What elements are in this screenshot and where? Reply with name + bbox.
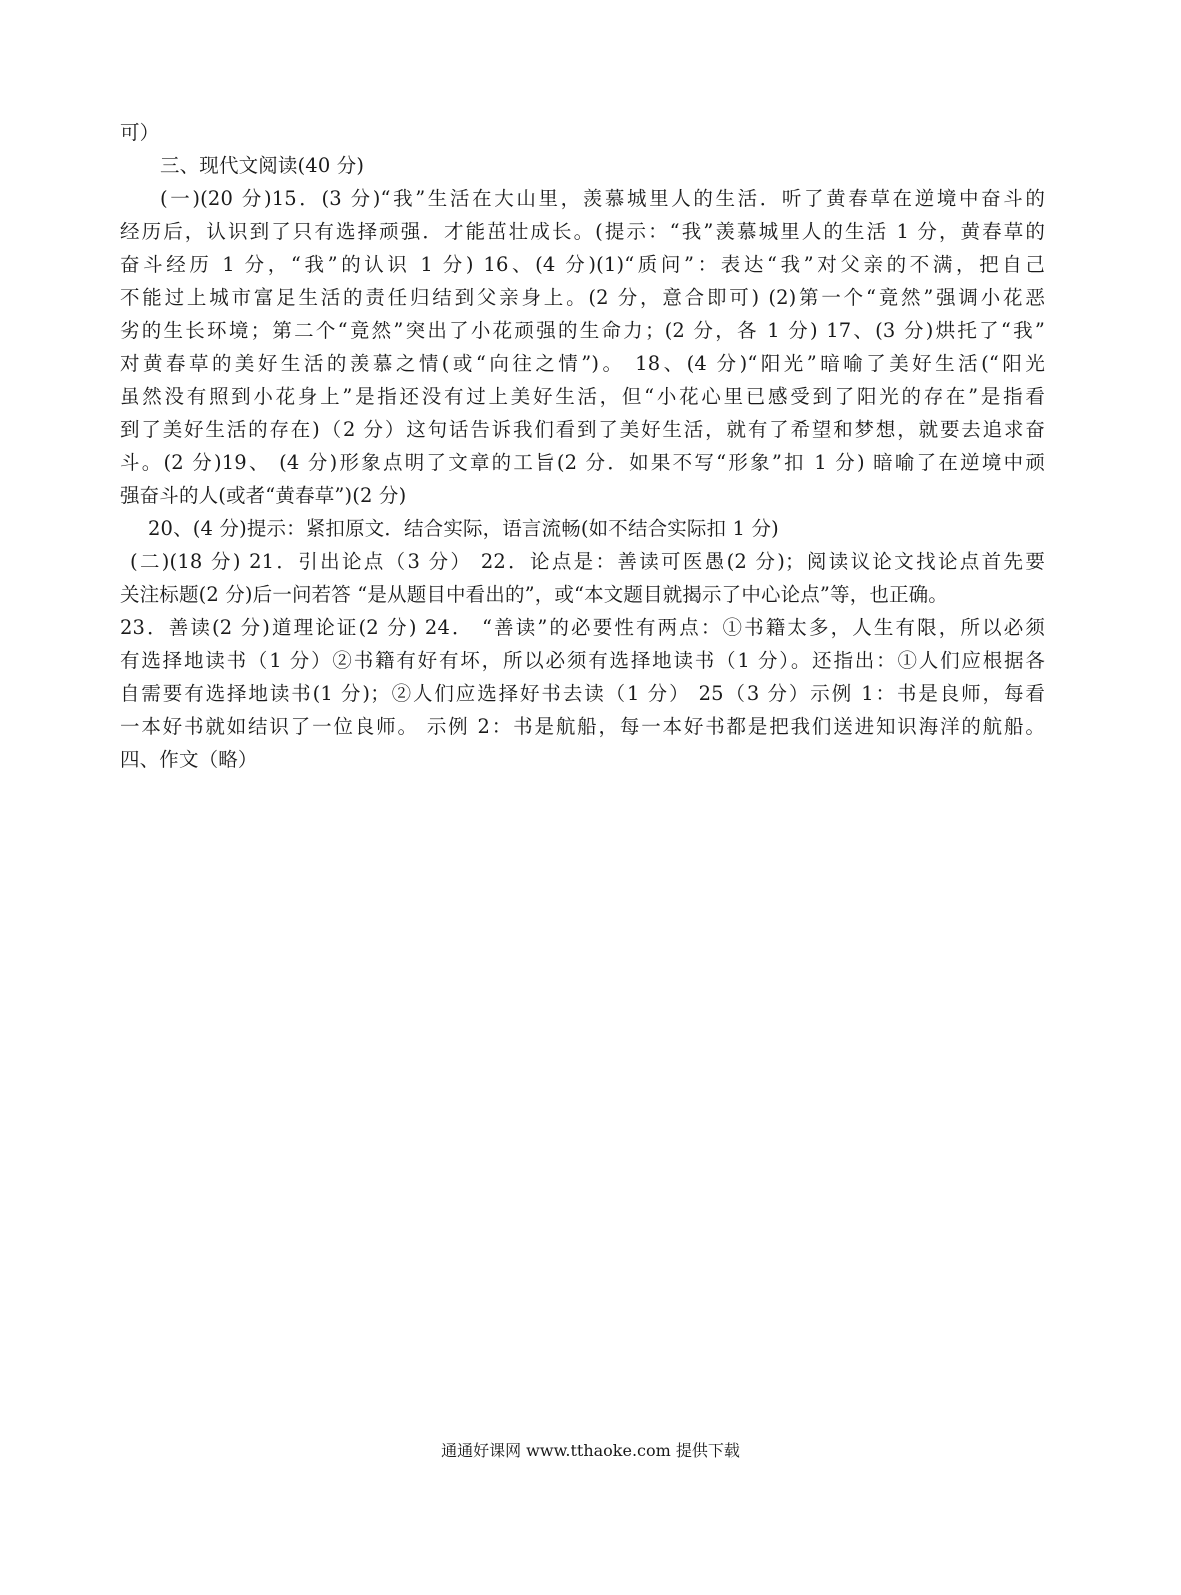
text-line: 到了美好生活的存在)（2 分）这句话告诉我们看到了美好生活，就有了希望和梦想，就要去追求奋 — [120, 418, 1045, 441]
section-heading: 三、现代文阅读(40 分) — [160, 154, 365, 177]
text-line: 虽然没有照到小花身上”是指还没有过上美好生活，但“小花心里已感受到了阳光的存在”是指看 — [120, 385, 1045, 408]
section-heading: 四、作文（略） — [120, 748, 258, 771]
text-line: 20、(4 分)提示：紧扣原文．结合实际，语言流畅(如不结合实际扣 1 分) — [148, 517, 779, 540]
text-line: 强奋斗的人(或者“黄春草”)(2 分) — [120, 484, 407, 507]
text-line: 可） — [120, 121, 160, 144]
text-line: (二)(18 分) 21．引出论点（3 分） 22．论点是：善读可医愚(2 分)；阅读议论文找论点首先要 — [130, 550, 1045, 573]
text-line: 关注标题(2 分)后一问若答 “是从题目中看出的”，或“本文题目就揭示了中心论点”等，也正确。 — [120, 583, 948, 606]
text-line: 23．善读(2 分)道理论证(2 分) 24． “善读”的必要性有两点：①书籍太多，人生有限，所以必须 — [120, 616, 1045, 639]
text-line: 不能过上城市富足生活的责任归结到父亲身上。(2 分，意合即可) (2)第一个“竟然”强调小花恶 — [120, 286, 1045, 309]
text-line: 斗。(2 分)19、 (4 分)形象点明了文章的工旨(2 分．如果不写“形象”扣 1 分) 暗喻了在逆境中顽 — [120, 451, 1045, 474]
page-footer: 通通好课网 www.tthaoke.com 提供下载 — [441, 1441, 740, 1460]
text-line: (一)(20 分)15．(3 分)“我”生活在大山里，羡慕城里人的生活．听了黄春草在逆境中奋斗的 — [160, 187, 1045, 210]
text-line: 有选择地读书（1 分）②书籍有好有坏，所以必须有选择地读书（1 分）。还指出：①人们应根据各 — [120, 649, 1045, 672]
text-line: 劣的生长环境；第二个“竟然”突出了小花顽强的生命力；(2 分，各 1 分) 17、(3 分)烘托了“我” — [120, 319, 1045, 342]
text-line: 经历后，认识到了只有选择顽强．才能茁壮成长。(提示：“我”羡慕城里人的生活 1 分，黄春草的 — [120, 220, 1045, 243]
text-line: 一本好书就如结识了一位良师。 示例 2：书是航船，每一本好书都是把我们送进知识海洋的航船。 — [120, 715, 1045, 738]
text-line: 奋斗经历 1 分，“我”的认识 1 分) 16、(4 分)(1)“质问”：表达“我”对父亲的不满，把自己 — [120, 253, 1045, 276]
text-line: 自需要有选择地读书(1 分)；②人们应选择好书去读（1 分） 25（3 分）示例 1：书是良师，每看 — [120, 682, 1045, 705]
text-line: 对黄春草的美好生活的羡慕之情(或“向往之情”)。 18、(4 分)“阳光”暗喻了美好生活(“阳光 — [120, 352, 1045, 375]
